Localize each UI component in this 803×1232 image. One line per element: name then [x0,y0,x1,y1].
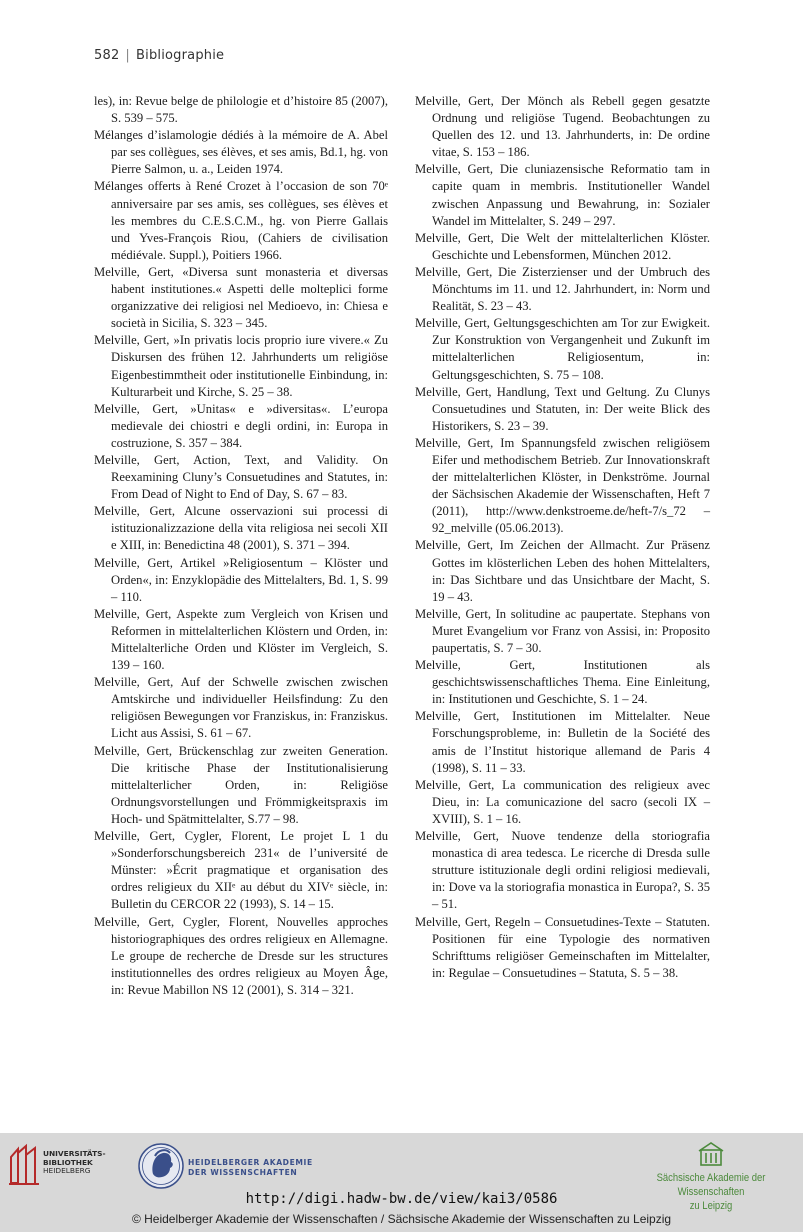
bibliography-entry: Mélanges d’islamologie dédiés à la mémoire de A. Abel par ses collègues, ses élèves, et ses amis, Bd.1, hg. von Pierre Salmon, u. a., Leiden 1974. [94,128,389,177]
copyright-notice: © Heidelberger Akademie der Wissenschaften / Sächsische Akademie der Wissenschaften zu Leipzig [131,1212,672,1226]
bibliography-entry: Melville, Gert, In solitudine ac paupertate. Stephans von Muret Evangelium vor Franz von Assisi, in: Proposito paupertatis, S. 7 – 30. [415,606,710,655]
bibliography-column-left [94,93,388,999]
bibliography-entry: Melville, Gert, Die cluniazensische Reformatio tam in capite quam in membris. Institutioneller Wandel zwischen Anpassung und Bewahrung, in: Sozialer Wandel im Mittelalter, S. 249 – 297. [415,162,710,228]
bibliography-entry: Melville, Gert, Aspekte zum Vergleich von Krisen und Reformen in mittelalterlichen Klöstern und Orden, in: Mittelalterliche Orden und Klöster im Vergleich, S. 139 – 160. [94,606,388,673]
source-url-link[interactable]: http://digi.hadw-bw.de/view/kai3/0586 [245,1191,558,1207]
ub-logo-text [43,1150,106,1176]
bibliography-column-right [415,93,710,982]
header-separator: | [125,48,131,63]
hadw-logo-line: HEIDELBERGER AKADEMIE [188,1158,313,1167]
bibliography-entry: Melville, Gert, Im Spannungsfeld zwischen religiösem Eifer und methodischem Betrieb. Zur Innovationskraft der mittelalterlichen Klöster, in Denkströme. Journal der Sächsischen Akademie der Wissenschaften, Heft 7 (2011), http://www.denkstroeme.de/heft-7/s_72 – 92_melville (05.06.2013). [415,435,710,536]
bibliography-entry: Melville, Gert, Cygler, Florent, Nouvelles approches historiographiques des ordres religieux en Allemagne. Le groupe de recherche de Dresde sur les structures institutionnelles des ordres religieux au Moyen Âge, in: Revue Mabillon NS 12 (2001), S. 314 – 321. [94,914,388,997]
bibliography-entry: Mélanges offerts à René Crozet à l’occasion de son 70ᵉ anniversaire par ses amis, ses collègues, ses élèves et les membres du C.E.S.C.M., hg. von Pierre Gallais und Yves-François Riou, (Cahiers de civilisation médiévale. Suppl.), Poitiers 1966. [94,179,388,262]
ub-logo-line: HEIDELBERG [43,1166,91,1176]
saw-logo-line: zu Leipzig [689,1200,733,1212]
bibliography-entry: Melville, Gert, Der Mönch als Rebell gegen gesatzte Ordnung und religiöse Tugend. Beobachtungen zu Quellen des 12. und 13. Jahrhunderts, in: De ordine vitae, S. 153 – 186. [415,94,710,160]
bibliography-entry: Melville, Gert, Handlung, Text und Geltung. Zu Clunys Consuetudines und Statuten, in: Der weite Blick des Historikers, S. 23 – 39. [415,384,710,433]
bibliography-entry: Melville, Gert, Geltungsgeschichten am Tor zur Ewigkeit. Zur Konstruktion von Vergangenheit und Zukunft im mittelalterlichen Religiosentum, in: Geltungsgeschichten, S. 75 – 108. [415,316,710,382]
ub-logo-line: UNIVERSITÄTS- [43,1149,106,1158]
running-head [94,48,224,63]
bibliography-entry: Melville, Gert, Regeln – Consuetudines-Texte – Statuten. Positionen für eine Typologie des normativen Schrifttums religiöser Gemeinschaften im Mittelalter, in: Regulae – Consuetudines – Statuta, S. 5 – 38. [415,914,710,980]
bibliography-entry: Melville, Gert, Alcune osservazioni sui processi di istituzionalizzazione della vita religiosa nei secoli XII e XIII, in: Benedictina 48 (2001), S. 371 – 394. [94,504,388,553]
saw-logo-line: Sächsische Akademie der Wissenschaften [656,1172,766,1198]
bibliography-entry: Melville, Gert, Action, Text, and Validity. On Reexamining Cluny’s Consuetudines and Statutes, in: From Dead of Night to End of Day, S. 67 – 83. [94,452,388,502]
bibliography-entry: Melville, Gert, La communication des religieux avec Dieu, in: La comunicazione del sacro (secoli IX – XVIII), S. 1 – 16. [415,777,710,826]
bibliography-entry: Melville, Gert, Die Welt der mittelalterlichen Klöster. Geschichte und Lebensformen, München 2012. [415,230,710,262]
bibliography-entry: Melville, Gert, «Diversa sunt monasteria et diversas habent institutiones.« Aspetti delle molteplici forme organizzative dei religiosi nel Medioevo, in: Chiesa e società in Sicilia, S. 323 – 345. [94,264,388,331]
bibliography-entry: Melville, Gert, Auf der Schwelle zwischen zwischen Amtskirche und individueller Heilsfindung: Zu den religiösen Bewegungen vor Franziskus, in: Franziskus. Licht aus Assisi, S. 61 – 67. [94,675,388,741]
page-number: 582 [94,48,120,63]
bibliography-entry: Melville, Gert, Brückenschlag zur zweiten Generation. Die kritische Phase der Institutionalisierung mittelalterlicher Orden, in: Religiöse Ordnungsvorstellungen und Frömmigkeitspraxis im Hoch- und Spätmittelalter, S.77 – 98. [94,743,388,826]
hadw-logo-line: DER WISSENSCHAFTEN [188,1168,298,1177]
saw-emblem-icon [698,1141,724,1167]
hadw-logo-text [188,1158,313,1178]
bibliography-entry: Melville, Gert, Nuove tendenze della storiografia monastica di area tedesca. Le ricerche di Dresda sulle strutture istituzionale degli ordini religiosi medievali, in: Dove va la storiografia monastica in Europa?, S. 35 – 51. [415,829,710,912]
ub-logo-line: BIBLIOTHEK [43,1157,93,1167]
bibliography-entry: Melville, Gert, Im Zeichen der Allmacht. Zur Präsenz Gottes im klösterlichen Leben des hohen Mittelalters, in: Das Sichtbare und das Unsichtbare der Macht, S. 19 – 43. [415,538,710,604]
bibliography-entry: Melville, Gert, Die Zisterzienser und der Umbruch des Mönchtums im 11. und 12. Jahrhundert, in: Norm und Realität, S. 23 – 43. [415,264,710,314]
bibliography-entry: les), in: Revue belge de philologie et d’histoire 85 (2007), S. 539 – 575. [94,94,388,126]
bibliography-entry: Melville, Gert, Artikel »Religiosentum – Klöster und Orden«, in: Enzyklopädie des Mittelalters, Bd. 1, S. 99 – 110. [94,555,388,604]
bibliography-entry: Melville, Gert, »In privatis locis proprio iure vivere.« Zu Diskursen des frühen 12. Jahrhunderts um religiöse Eigenbestimmtheit oder institutionelle Einbindung, in: Kulturarbeit und Kirche, S. 25 – 38. [94,333,388,399]
bibliography-entry: Melville, Gert, Cygler, Florent, Le projet L 1 du »Sonderforschungsbereich 231« de l’université de Münster: »Écrit pragmatique et organisation des ordres religieux du XIIᵉ au début du XIVᵉ siècle, in: Bulletin du CERCOR 22 (1993), S. 14 – 15. [94,829,388,912]
section-title: Bibliographie [136,48,225,63]
ub-building-icon [8,1143,42,1187]
athena-head-icon [138,1141,184,1191]
bibliography-entry: Melville, Gert, Institutionen als geschichtswissenschaftliches Thema. Eine Einleitung, in: Institutionen und Geschichte, S. 1 – 24. [415,658,710,707]
hadw-logo[interactable] [138,1141,338,1193]
bibliography-entry: Melville, Gert, »Unitas« e »diversitas«. L’europa medievale dei chiostri e degli ordini, in: Europa in costruzione, S. 357 – 384. [94,401,388,450]
ub-heidelberg-logo[interactable] [8,1143,118,1187]
bibliography-entry: Melville, Gert, Institutionen im Mittelalter. Neue Forschungsprobleme, in: Bulletin de la Société des amis de l’Institut historique allemand de Paris 4 (1998), S. 11 – 33. [415,709,710,775]
